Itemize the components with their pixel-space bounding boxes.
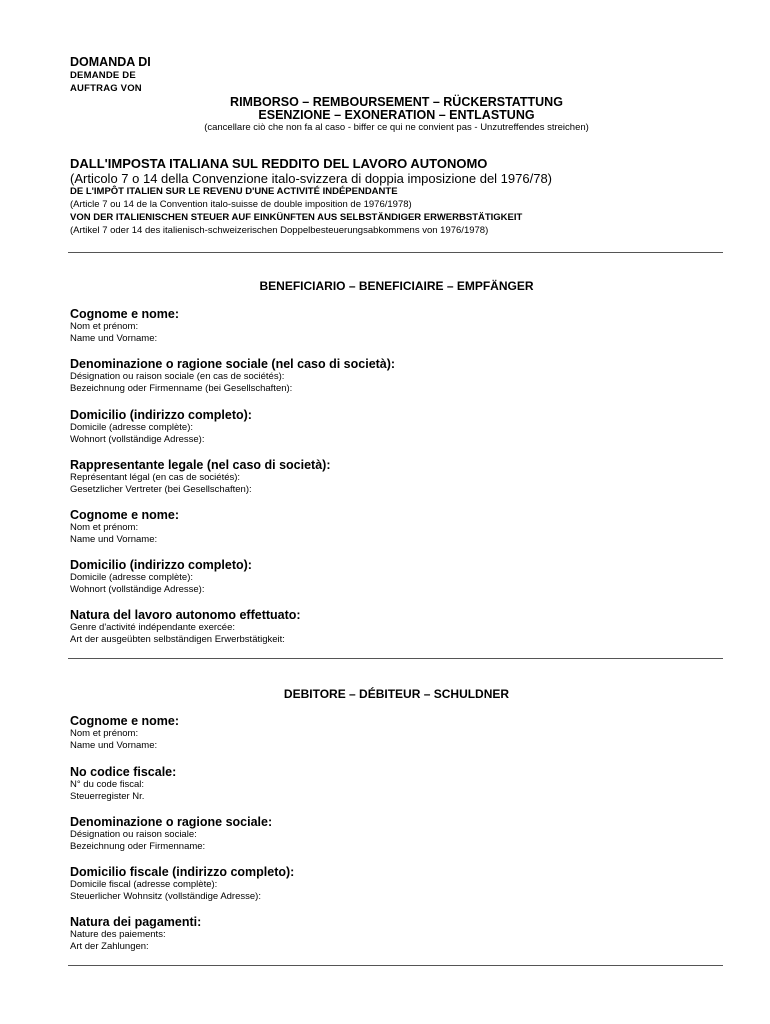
refund-title: RIMBORSO – REMBOURSEMENT – RÜCKERSTATTUNG	[230, 95, 563, 109]
field-label-de: Bezeichnung oder Firmenname:	[70, 840, 206, 852]
debtor-section-title: DEBITORE – DÉBITEUR – SCHULDNER	[283, 687, 510, 701]
divider	[68, 252, 723, 253]
field-label: Domicilio (indirizzo completo):	[70, 558, 252, 572]
request-title-de: AUFTRAG VON	[70, 83, 142, 94]
tax-code-field[interactable]	[70, 765, 176, 802]
representative-name-field[interactable]	[70, 508, 179, 545]
beneficiary-section-title: BENEFICIARIO – BENEFICIAIRE – EMPFÄNGER	[259, 279, 534, 293]
field-label-fr: Genre d'activité indépendante exercée:	[70, 622, 236, 633]
field-label-de: Gesetzlicher Vertreter (bei Gesellschaften):	[70, 483, 252, 495]
field-label: Domicilio (indirizzo completo):	[70, 408, 252, 422]
field-label-de: Art der ausgeübten selbständigen Erwerbstätigkeit:	[70, 633, 285, 645]
field-label-de: Steuerlicher Wohnsitz (vollständige Adresse):	[70, 890, 261, 902]
field-label-de: Bezeichnung oder Firmenname (bei Gesellschaften):	[70, 382, 293, 394]
tax-subtitle-fr: (Article 7 ou 14 de la Convention italo-suisse de double imposition de 1976/1978)	[70, 199, 412, 210]
field-label-de: Name und Vorname:	[70, 332, 158, 344]
tax-subtitle-it: (Articolo 7 o 14 della Convenzione italo-svizzera di doppia imposizione del 1976/78)	[70, 171, 553, 186]
tax-title-de: VON DER ITALIENISCHEN STEUER AUF EINKÜNFTEN AUS SELBSTÄNDIGER ERWERBSTÄTIGKEIT	[70, 212, 523, 223]
payment-type-field[interactable]	[70, 915, 201, 952]
legal-representative-field[interactable]	[70, 458, 331, 495]
field-label-fr: Désignation ou raison sociale:	[70, 829, 197, 840]
divider	[68, 965, 723, 966]
tax-subtitle-de: (Artikel 7 oder 14 des italienisch-schweizerischen Doppelbesteuerungsabkommens von 1976/1978)	[70, 225, 489, 236]
fiscal-address-field[interactable]	[70, 865, 294, 902]
field-label-fr: Domicile (adresse complète):	[70, 572, 194, 583]
field-label-fr: N° du code fiscal:	[70, 779, 145, 790]
field-label: No codice fiscale:	[70, 765, 177, 779]
field-label: Denominazione o ragione sociale:	[70, 815, 273, 829]
field-label-de: Name und Vorname:	[70, 739, 158, 751]
field-label: Cognome e nome:	[70, 307, 180, 321]
field-label-fr: Nom et prénom:	[70, 522, 139, 533]
field-label: Cognome e nome:	[70, 508, 180, 522]
field-label-de: Steuerregister Nr.	[70, 790, 145, 802]
request-title-it: DOMANDA DI	[70, 55, 151, 69]
field-label: Natura dei pagamenti:	[70, 915, 202, 929]
strike-out-note: (cancellare ciò che non fa al caso - biffer ce qui ne convient pas - Unzutreffendes streichen)	[204, 122, 589, 133]
field-label-fr: Nom et prénom:	[70, 728, 139, 739]
debtor-company-field[interactable]	[70, 815, 272, 852]
tax-title-fr: DE L'IMPÔT ITALIEN SUR LE REVENU D'UNE ACTIVITÉ INDÉPENDANTE	[70, 186, 398, 197]
field-label-fr: Désignation ou raison sociale (en cas de sociétés):	[70, 371, 285, 382]
beneficiary-company-field[interactable]	[70, 357, 395, 394]
request-title-fr: DEMANDE DE	[70, 70, 136, 81]
debtor-name-field[interactable]	[70, 714, 179, 751]
field-label-fr: Domicile (adresse complète):	[70, 422, 194, 433]
field-label: Rappresentante legale (nel caso di società):	[70, 458, 331, 472]
field-label-de: Wohnort (vollständige Adresse):	[70, 433, 205, 445]
field-label: Cognome e nome:	[70, 714, 180, 728]
exemption-title: ESENZIONE – EXONERATION – ENTLASTUNG	[258, 108, 535, 122]
field-label-fr: Nom et prénom:	[70, 321, 139, 332]
field-label-fr: Nature des paiements:	[70, 929, 166, 940]
beneficiary-name-field[interactable]	[70, 307, 179, 344]
field-label-fr: Domicile fiscal (adresse complète):	[70, 879, 218, 890]
field-label-de: Name und Vorname:	[70, 533, 158, 545]
field-label-de: Wohnort (vollständige Adresse):	[70, 583, 205, 595]
divider	[68, 658, 723, 659]
activity-type-field[interactable]	[70, 608, 301, 645]
field-label-fr: Représentant légal (en cas de sociétés):	[70, 472, 241, 483]
representative-address-field[interactable]	[70, 558, 252, 595]
tax-title-it: DALL'IMPOSTA ITALIANA SUL REDDITO DEL LAVORO AUTONOMO	[70, 156, 488, 171]
field-label: Natura del lavoro autonomo effettuato:	[70, 608, 301, 622]
field-label: Denominazione o ragione sociale (nel caso di società):	[70, 357, 396, 371]
field-label-de: Art der Zahlungen:	[70, 940, 149, 952]
beneficiary-address-field[interactable]	[70, 408, 252, 445]
field-label: Domicilio fiscale (indirizzo completo):	[70, 865, 295, 879]
